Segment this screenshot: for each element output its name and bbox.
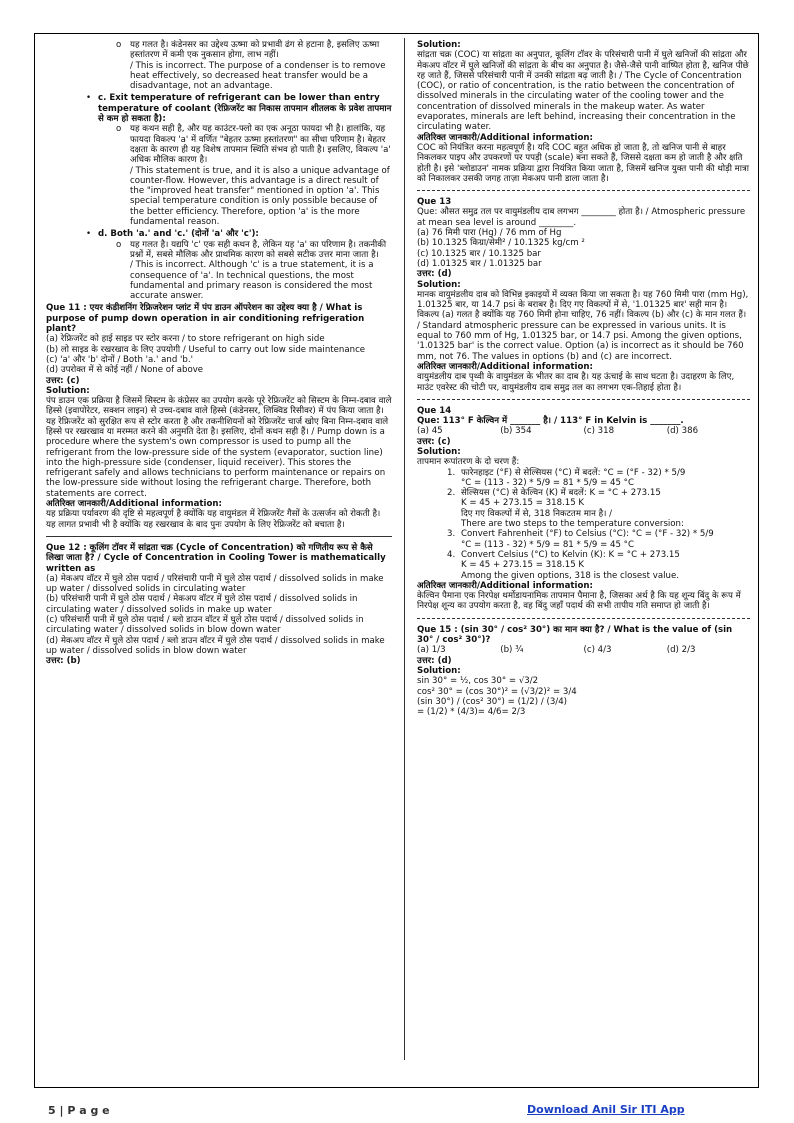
list-item: o यह गलत है। यद्यपि 'c' एक सही कथन है, लेकिन यह 'a' का परिणाम है। तकनीकी प्रश्नों में, सबसे मौलिक और प्राथमिक कारण को सबसे सटीक उत्तर माना जाता है। / This is incorrect. Although 'c' is a true statement, it is a consequence of 'a'. In technical questions, the most fundamental and primary reason is considered the most accurate answer. [116, 239, 387, 302]
additional-info-text: COC को नियंत्रित करना महत्वपूर्ण है। यदि COC बहुत अधिक हो जाता है, तो खनिज पानी से बाहर निकलकर पाइप और उपकरणों पर पपड़ी (scale) बना सकते हैं, जिससे दक्षता कम हो जाती है और क्षति होती है। इसे 'ब्लोडाउन' नामक प्रक्रिया द्वारा नियंत्रित किया जाता है, जिसमें खनिज युक्त पानी की थोड़ी मात्रा को निकालकर उसकी जगह ताज़ा मेकअप पानी डाला जाता है। [417, 142, 749, 184]
list-item: 2. सेल्सियस (°C) से केल्विन (K) में बदलें: K = °C + 273.15 K = 45 + 273.15 = 318.15 K दिए गए विकल्पों में से, 318 निकटतम मान है। / There are two steps to the temperature conversion: [447, 488, 684, 530]
option-a: (a) 1/3 [417, 645, 446, 656]
solution-text: मानक वायुमंडलीय दाब को विभिन्न इकाइयों में व्यक्त किया जा सकता है। यह 760 मिमी पारा (mm Hg), 1.01325 बार, या 14.7 psi के बराबर है। दिए गए विकल्पों में से, '1.01325 बार' सही मान है। विकल्प (a) गलत है क्योंकि यह 760 मिमी होना चाहिए, 76 नहीं। विकल्प (b) और (c) के मान गलत हैं। / Standard atmospheric pressure can be expressed in various units. It is equal to 760 mm of Hg, 1.01325 bar, or 14.7 psi. Among the given options, '1.01325 bar' is the correct value. Option (a) is incorrect as it should be 760 mm, not 76. The values in options (b) and (c) are incorrect. [417, 289, 749, 362]
solution-line: sin 30° = ½, cos 30° = √3/2 [417, 676, 539, 687]
option-c: (c) 10.1325 बार / 10.1325 bar [417, 248, 541, 259]
question-14: Que: 113° F केल्विन में _______ है। / 113° F in Kelvin is _______. [417, 416, 684, 427]
answer: उत्तर: (d) [417, 655, 452, 666]
option-c: (c) 4/3 [583, 645, 612, 656]
additional-info-text: यह प्रक्रिया पर्यावरण की दृष्टि से महत्वपूर्ण है क्योंकि यह वायुमंडल में रेफ्रिजरेंट गैसों के उत्सर्जन को रोकती है। यह लागत प्रभावी भी है क्योंकि यह रखरखाव के बाद पुनः उपयोग के लिए रेफ्रिजरेंट को बचाता है। [46, 509, 381, 530]
option-d: (d) 2/3 [666, 645, 696, 656]
question-11: Que 11 : एयर कंडीशनिंग रेफ्रिजरेशन प्लांट में पंप डाउन ऑपरेशन का उद्देश्य क्या है / What is purpose of pump down operation in air conditioning refrigeration plant? [46, 303, 365, 335]
option-d: (d) 386 [666, 426, 699, 437]
solution-heading: Solution: [417, 446, 461, 457]
option-c: (c) 'a' और 'b' दोनों / Both 'a.' and 'b.' [46, 354, 193, 365]
options-row [417, 645, 750, 655]
solution-text: पंप डाउन एक प्रक्रिया है जिसमें सिस्टम के कंप्रेसर का उपयोग करके पूरे रेफ्रिजरेंट को सिस्टम के निम्न-दबाव वाले हिस्से (इवापोरेटर, सक्शन लाइन) से उच्च-दबाव वाले हिस्से (कंडेनसर, लिक्विड रिसीवर) में पंप किया जाता है। यह रेफ्रिजरेंट को सुरक्षित रूप से स्टोर करता है और तकनीशियनों को रेफ्रिजरेंट चार्ज खोए बिना निम्न-दबाव वाले हिस्से पर रखरखाव या मरम्मत करने की अनुमति देता है। इसलिए, दोनों कथन सही हैं। / Pump down is a procedure where the system's own compressor is used to pump all the refrigerant from the low-pressure side of the system (evaporator, suction line) into the high-pressure side (condenser, liquid receiver). This stores the refrigerant safely and allows technicians to perform maintenance or repairs on the low-pressure side without losing the refrigerant charge. Therefore, both statements are correct. [46, 396, 392, 499]
column-divider [404, 38, 405, 1060]
option-a: (a) 76 मिमी पारा (Hg) / 76 mm of Hg [417, 228, 562, 239]
option-b: (b) 354 [500, 426, 532, 437]
option-b: (b) 10.1325 किग्रा/सेमी² / 10.1325 kg/cm ² [417, 238, 585, 249]
question-14-number: Que 14 [417, 405, 452, 416]
solution-heading: Solution: [417, 665, 461, 676]
option-b: (b) लो साइड के रखरखाव के लिए उपयोगी / Useful to carry out low side maintenance [46, 344, 366, 355]
additional-info-text: वायुमंडलीय दाब पृथ्वी के वायुमंडल के भीतर का दाब है। यह ऊंचाई के साथ घटता है। उदाहरण के लिए, माउंट एवरेस्ट की चोटी पर, वायुमंडलीय दाब समुद्र तल का लगभग एक-तिहाई होता है। [417, 372, 735, 393]
answer: उत्तर: (c) [46, 375, 80, 386]
option-a: (a) मेकअप वॉटर में घुले ठोस पदार्थ / परिसंचारी पानी में घुले ठोस पदार्थ / dissolved solids in make up water / dissolved solids in circulating water [46, 573, 384, 595]
question-13-number: Que 13 [417, 197, 452, 208]
list-item: 1. फारेनहाइट (°F) से सेल्सियस (°C) में बदलें: °C = (°F - 32) * 5/9 °C = (113 - 32) * 5/9 = 81 * 5/9 = 45 °C [447, 467, 686, 488]
option-b: (b) ¾ [500, 645, 524, 656]
solution-intro: तापमान रूपांतरण के दो चरण हैं: [417, 457, 520, 468]
solution-heading: Solution: [417, 279, 461, 290]
question-13: Que: औसत समुद्र तल पर वायुमंडलीय दाब लगभग ________ होता है। / Atmospheric pressure at mean sea level is around ________. [417, 207, 746, 228]
section-divider [417, 618, 750, 619]
additional-info-heading: अतिरिक्त जानकारी/Additional information: [417, 361, 593, 372]
solution-line: (sin 30°) / (cos² 30°) = (1/2) / (3/4) [417, 696, 568, 707]
list-item: o यह कथन सही है, और यह काउंटर-फ्लो का एक अनूठा फायदा भी है। हालांकि, यह फायदा विकल्प 'a' में वर्णित "बेहतर ऊष्मा हस्तांतरण" का सीधा परिणाम है। बेहतर दक्षता के कारण ही यह विशेष तापमान स्थिति संभव हो पाती है। इसलिए, विकल्प 'a' अधिक मौलिक कारण है। / This statement is true, and it is also a unique advantage of counter-flow. However, this advantage is a direct result of the "improved heat transfer" mentioned in option 'a'. This special temperature condition is only possible because of the better efficiency. Therefore, option 'a' is the more fundamental reason. [116, 124, 391, 228]
option-d: (d) 1.01325 बार / 1.01325 bar [417, 258, 542, 269]
option-c: (c) परिसंचारी पानी में घुले ठोस पदार्थ / ब्लो डाउन वॉटर में घुले ठोस पदार्थ / dissolved solids in circulating water / dissolved solids in blow down water [46, 615, 364, 636]
solution-heading: Solution: [417, 40, 461, 50]
option-a: (a) 45 [417, 426, 443, 437]
list-item: 3. Convert Fahrenheit (°F) to Celsius (°C): °C = (°F - 32) * 5/9 °C = (113 - 32) * 5/9 = 81 * 5/9 = 45 °C [447, 529, 714, 550]
additional-info-text: केल्विन पैमाना एक निरपेक्ष थर्मोडायनामिक तापमान पैमाना है, जिसका अर्थ है कि यह शून्य बिंदु के रूप में निरपेक्ष शून्य का उपयोग करता है, वह बिंदु जहाँ पदार्थ की सभी तापीय गति समाप्त हो जाती है। [417, 591, 741, 612]
option-c: (c) 318 [583, 426, 615, 437]
additional-info-heading: अतिरिक्त जानकारी/Additional information: [417, 132, 593, 143]
section-divider [417, 399, 750, 400]
answer: उत्तर: (b) [46, 656, 81, 667]
page-number: 5 | P a g e [48, 1104, 110, 1117]
list-item: • d. Both 'a.' and 'c.' (दोनों 'a' और 'c'): [86, 229, 259, 240]
additional-info-heading: अतिरिक्त जानकारी/Additional information: [417, 580, 593, 591]
question-15: Que 15 : (sin 30° / cos² 30°) का मान क्या है? / What is the value of (sin 30° / cos² 30°)? [417, 624, 733, 646]
section-divider [46, 536, 392, 537]
list-item: o यह गलत है। कंडेनसर का उद्देश्य ऊष्मा को प्रभावी ढंग से हटाना है, इसलिए ऊष्मा हस्तांतरण में कमी एक नुकसान होगा, लाभ नहीं। / This is incorrect. The purpose of a condenser is to remove heat effectively, so decreased heat transfer would be a disadvantage, not an advantage. [116, 40, 386, 92]
options-row [417, 426, 750, 436]
list-item: 4. Convert Celsius (°C) to Kelvin (K): K = °C + 273.15 K = 45 + 273.15 = 318.15 K Among the given options, 318 is the closest value. [447, 549, 680, 581]
option-d: (d) मेकअप वॉटर में घुले ठोस पदार्थ / ब्लो डाउन वॉटर में घुले ठोस पदार्थ / dissolved solids in make up water / dissolved solids in blow down water [46, 635, 385, 656]
answer: उत्तर: (c) [417, 436, 451, 447]
question-12: Que 12 : कूलिंग टॉवर में सांद्रता चक्र (Cycle of Concentration) को गणितीय रूप से कैसे लिखा जाता है? / Cycle of Concentration in Cooling Tower is mathematically written as [46, 542, 386, 574]
left-column [46, 40, 392, 667]
list-item: • c. Exit temperature of refrigerant can be lower than entry temperature of coolant (रेफ्रिजरेंट का निकास तापमान शीतलक के प्रवेश तापमान से कम हो सकता है): [86, 93, 392, 125]
option-a: (a) रेफ्रिजरेंट को हाई साइड पर स्टोर करना / to store refrigerant on high side [46, 334, 325, 345]
additional-info-heading: अतिरिक्त जानकारी/Additional information: [46, 499, 222, 510]
download-app-link[interactable]: Download Anil Sir ITI App [527, 1103, 685, 1116]
answer: उत्तर: (d) [417, 269, 452, 280]
right-column [417, 40, 750, 717]
solution-text: सांद्रता चक्र (COC) या सांद्रता का अनुपात, कूलिंग टॉवर के परिसंचारी पानी में घुले खनिजों की सांद्रता और मेकअप वॉटर में घुले खनिजों की सांद्रता के बीच का अनुपात है। जैसे-जैसे पानी वाष्पित होता है, खनिज पीछे रह जाते हैं, जिससे परिसंचारी पानी में उनकी सांद्रता बढ़ जाती है। / The Cycle of Concentration (COC), or ratio of concentration, is the ratio between the concentration of dissolved minerals in the circulating water of the cooling tower and the concentration of dissolved minerals in the makeup water. As water evaporates, minerals are left behind, increasing their concentration in the circulating water. [417, 50, 749, 133]
solution-line: cos² 30° = (cos 30°)² = (√3/2)² = 3/4 [417, 686, 577, 697]
option-b: (b) परिसंचारी पानी में घुले ठोस पदार्थ / मेकअप वॉटर में घुले ठोस पदार्थ / dissolved solids in circulating water / dissolved solids in make up water [46, 594, 358, 615]
solution-heading: Solution: [46, 385, 90, 396]
solution-line: = (1/2) * (4/3)= 4/6= 2/3 [417, 707, 526, 718]
section-divider [417, 190, 750, 191]
option-d: (d) उपरोक्त में से कोई नहीं / None of above [46, 365, 204, 376]
